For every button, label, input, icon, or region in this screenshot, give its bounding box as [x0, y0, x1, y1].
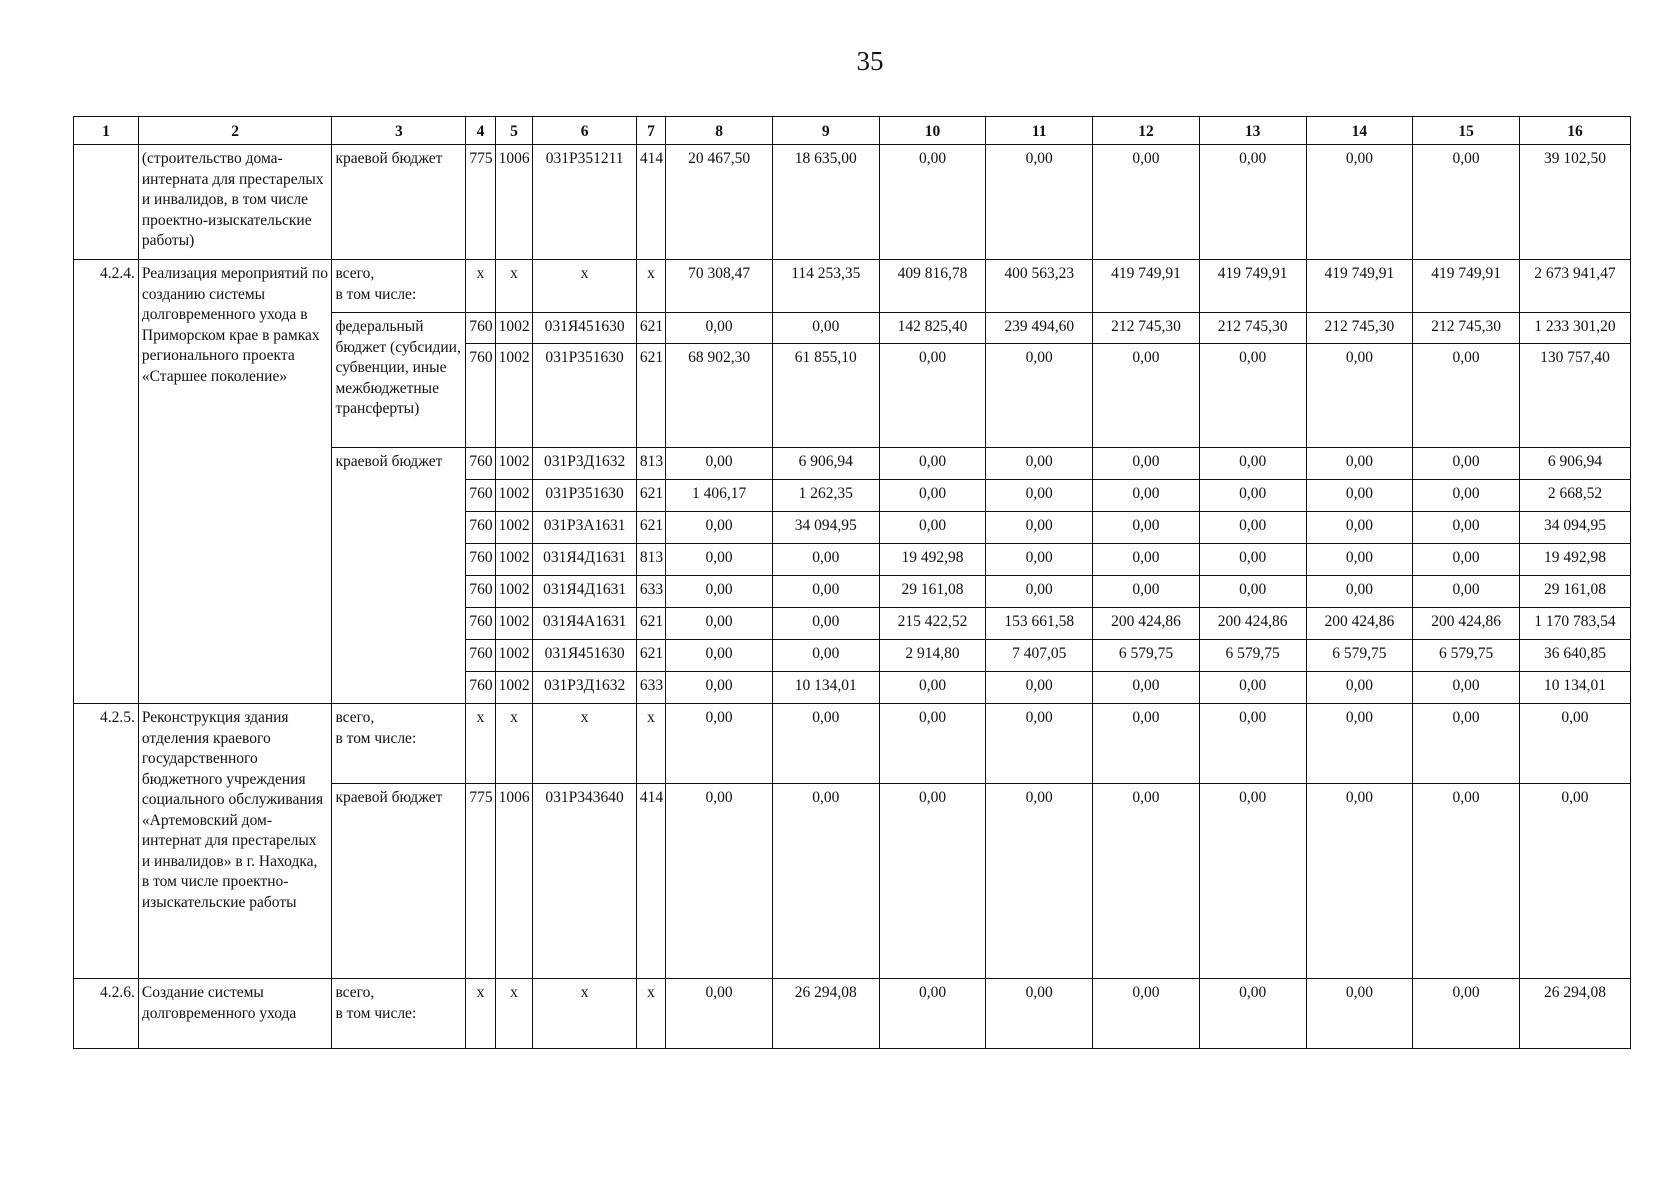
code-col5: 1002: [495, 672, 533, 704]
code-col4: 760: [466, 640, 495, 672]
value-cell: 6 579,75: [1199, 640, 1306, 672]
code-col6: 031Р351211: [533, 145, 637, 260]
value-cell: 419 749,91: [1199, 260, 1306, 313]
value-cell: 0,00: [986, 784, 1093, 979]
value-cell: 0,00: [1413, 672, 1520, 704]
code-col5: 1002: [495, 608, 533, 640]
code-col6: 031Я451630: [533, 640, 637, 672]
code-col6: 031Я4А1631: [533, 608, 637, 640]
value-cell: 0,00: [1306, 704, 1413, 784]
value-cell: 0,00: [1306, 145, 1413, 260]
value-cell: 0,00: [879, 784, 986, 979]
row-index: 4.2.6.: [74, 979, 139, 1049]
value-cell: 215 422,52: [879, 608, 986, 640]
row-index: 4.2.4.: [74, 260, 139, 704]
column-header: 5: [495, 117, 533, 145]
value-cell: 0,00: [666, 576, 773, 608]
row-index: [74, 145, 139, 260]
value-cell: 0,00: [1093, 544, 1200, 576]
value-cell: 26 294,08: [1519, 979, 1630, 1049]
value-cell: 142 825,40: [879, 313, 986, 344]
code-col7: 621: [636, 640, 665, 672]
value-cell: 0,00: [986, 979, 1093, 1049]
code-col6: 031Р3А1631: [533, 512, 637, 544]
value-cell: 0,00: [772, 640, 879, 672]
value-cell: 0,00: [986, 480, 1093, 512]
value-cell: 1 262,35: [772, 480, 879, 512]
column-header: 14: [1306, 117, 1413, 145]
value-cell: 0,00: [986, 145, 1093, 260]
value-cell: 0,00: [1519, 704, 1630, 784]
value-cell: 6 579,75: [1306, 640, 1413, 672]
value-cell: 0,00: [1199, 512, 1306, 544]
funding-source: федеральный бюджет (субсидии, субвенции, иные межбюджетные трансферты): [332, 313, 466, 448]
code-col7: x: [636, 704, 665, 784]
value-cell: 0,00: [1093, 704, 1200, 784]
measure-name: Создание системы долговременного ухода: [138, 979, 332, 1049]
code-col4: x: [466, 704, 495, 784]
value-cell: 20 467,50: [666, 145, 773, 260]
code-col4: x: [466, 260, 495, 313]
value-cell: 2 914,80: [879, 640, 986, 672]
value-cell: 0,00: [1306, 576, 1413, 608]
value-cell: 212 745,30: [1093, 313, 1200, 344]
value-cell: 0,00: [1093, 784, 1200, 979]
value-cell: 0,00: [1199, 344, 1306, 448]
value-cell: 19 492,98: [879, 544, 986, 576]
value-cell: 18 635,00: [772, 145, 879, 260]
value-cell: 0,00: [1093, 145, 1200, 260]
code-col5: 1006: [495, 145, 533, 260]
table-row: [74, 260, 1631, 313]
column-header: 1: [74, 117, 139, 145]
code-col5: 1002: [495, 512, 533, 544]
code-col4: 760: [466, 544, 495, 576]
code-col6: 031Я4Д1631: [533, 544, 637, 576]
value-cell: 0,00: [666, 704, 773, 784]
funding-source: всего, в том числе:: [332, 979, 466, 1049]
budget-table: [73, 116, 1631, 1049]
funding-source: всего, в том числе:: [332, 704, 466, 784]
code-col5: 1002: [495, 448, 533, 480]
measure-name: Реализация мероприятий по созданию системы долговременного ухода в Приморском крае в рамках регионального проекта «Старшее поколение»: [138, 260, 332, 704]
code-col5: 1002: [495, 313, 533, 344]
value-cell: 0,00: [666, 640, 773, 672]
code-col5: x: [495, 260, 533, 313]
value-cell: 0,00: [1306, 448, 1413, 480]
value-cell: 130 757,40: [1519, 344, 1630, 448]
code-col4: 760: [466, 608, 495, 640]
value-cell: 212 745,30: [1199, 313, 1306, 344]
value-cell: 0,00: [1413, 145, 1520, 260]
value-cell: 0,00: [1199, 979, 1306, 1049]
value-cell: 61 855,10: [772, 344, 879, 448]
code-col4: 775: [466, 145, 495, 260]
code-col7: 633: [636, 576, 665, 608]
code-col7: 621: [636, 608, 665, 640]
code-col6: 031Р351630: [533, 344, 637, 448]
value-cell: 0,00: [666, 608, 773, 640]
value-cell: 0,00: [1199, 145, 1306, 260]
value-cell: 19 492,98: [1519, 544, 1630, 576]
value-cell: 200 424,86: [1306, 608, 1413, 640]
funding-source: краевой бюджет: [332, 145, 466, 260]
value-cell: 0,00: [1093, 448, 1200, 480]
column-header: 4: [466, 117, 495, 145]
value-cell: 200 424,86: [1413, 608, 1520, 640]
value-cell: 0,00: [879, 448, 986, 480]
value-cell: 0,00: [1306, 979, 1413, 1049]
value-cell: 6 906,94: [772, 448, 879, 480]
value-cell: 1 170 783,54: [1519, 608, 1630, 640]
value-cell: 0,00: [1199, 480, 1306, 512]
value-cell: 0,00: [1199, 704, 1306, 784]
value-cell: 0,00: [772, 544, 879, 576]
value-cell: 34 094,95: [1519, 512, 1630, 544]
code-col5: x: [495, 979, 533, 1049]
funding-source: краевой бюджет: [332, 448, 466, 704]
value-cell: 212 745,30: [1306, 313, 1413, 344]
value-cell: 6 906,94: [1519, 448, 1630, 480]
code-col4: 760: [466, 313, 495, 344]
code-col6: 031Я451630: [533, 313, 637, 344]
code-col4: 760: [466, 672, 495, 704]
table-row: [74, 704, 1631, 784]
value-cell: 0,00: [666, 313, 773, 344]
code-col4: x: [466, 979, 495, 1049]
value-cell: 0,00: [772, 784, 879, 979]
column-header: 13: [1199, 117, 1306, 145]
value-cell: 0,00: [772, 313, 879, 344]
value-cell: 153 661,58: [986, 608, 1093, 640]
value-cell: 0,00: [1093, 480, 1200, 512]
value-cell: 0,00: [879, 672, 986, 704]
value-cell: 0,00: [1306, 344, 1413, 448]
value-cell: 0,00: [1093, 979, 1200, 1049]
value-cell: 200 424,86: [1199, 608, 1306, 640]
value-cell: 0,00: [879, 512, 986, 544]
code-col4: 760: [466, 576, 495, 608]
value-cell: 0,00: [986, 344, 1093, 448]
value-cell: 29 161,08: [879, 576, 986, 608]
code-col5: 1002: [495, 544, 533, 576]
value-cell: 0,00: [772, 576, 879, 608]
value-cell: 10 134,01: [772, 672, 879, 704]
code-col5: 1002: [495, 576, 533, 608]
code-col7: x: [636, 260, 665, 313]
value-cell: 0,00: [1306, 544, 1413, 576]
table-header-row: [74, 117, 1631, 145]
measure-name: Реконструкция здания отделения краевого государственного бюджетного учреждения социального обслуживания «Артемовский дом-интернат для престарелых и инвалидов» в г. Находка, в том числе проектно-изыскательские работы: [138, 704, 332, 979]
value-cell: 0,00: [1199, 576, 1306, 608]
code-col5: x: [495, 704, 533, 784]
value-cell: 29 161,08: [1519, 576, 1630, 608]
column-header: 15: [1413, 117, 1520, 145]
code-col7: x: [636, 979, 665, 1049]
value-cell: 0,00: [879, 145, 986, 260]
column-header: 6: [533, 117, 637, 145]
column-header: 16: [1519, 117, 1630, 145]
column-header: 11: [986, 117, 1093, 145]
value-cell: 0,00: [666, 448, 773, 480]
column-header: 7: [636, 117, 665, 145]
value-cell: 7 407,05: [986, 640, 1093, 672]
code-col7: 621: [636, 480, 665, 512]
column-header: 12: [1093, 117, 1200, 145]
value-cell: 0,00: [1413, 344, 1520, 448]
value-cell: 0,00: [1199, 448, 1306, 480]
value-cell: 0,00: [1413, 576, 1520, 608]
value-cell: 70 308,47: [666, 260, 773, 313]
code-col6: x: [533, 704, 637, 784]
value-cell: 0,00: [1413, 784, 1520, 979]
code-col6: x: [533, 260, 637, 313]
value-cell: 0,00: [986, 704, 1093, 784]
value-cell: 0,00: [1519, 784, 1630, 979]
value-cell: 1 406,17: [666, 480, 773, 512]
value-cell: 419 749,91: [1093, 260, 1200, 313]
value-cell: 0,00: [1413, 480, 1520, 512]
value-cell: 0,00: [1413, 544, 1520, 576]
value-cell: 1 233 301,20: [1519, 313, 1630, 344]
code-col4: 760: [466, 344, 495, 448]
code-col6: 031Р351630: [533, 480, 637, 512]
value-cell: 0,00: [879, 480, 986, 512]
measure-name: (строительство дома-интерната для престарелых и инвалидов, в том числе проектно-изыскательские работы): [138, 145, 332, 260]
value-cell: 0,00: [879, 979, 986, 1049]
value-cell: 239 494,60: [986, 313, 1093, 344]
value-cell: 0,00: [986, 576, 1093, 608]
value-cell: 6 579,75: [1413, 640, 1520, 672]
column-header: 3: [332, 117, 466, 145]
code-col7: 414: [636, 784, 665, 979]
value-cell: 0,00: [1306, 512, 1413, 544]
code-col6: 031Р3Д1632: [533, 672, 637, 704]
value-cell: 0,00: [1199, 784, 1306, 979]
value-cell: 0,00: [666, 544, 773, 576]
code-col4: 760: [466, 448, 495, 480]
value-cell: 34 094,95: [772, 512, 879, 544]
value-cell: 0,00: [666, 672, 773, 704]
value-cell: 0,00: [1093, 672, 1200, 704]
value-cell: 2 673 941,47: [1519, 260, 1630, 313]
value-cell: 0,00: [1199, 544, 1306, 576]
code-col6: 031Я4Д1631: [533, 576, 637, 608]
value-cell: 0,00: [772, 704, 879, 784]
value-cell: 68 902,30: [666, 344, 773, 448]
funding-source: всего, в том числе:: [332, 260, 466, 313]
code-col7: 414: [636, 145, 665, 260]
value-cell: 36 640,85: [1519, 640, 1630, 672]
code-col6: 031Р3Д1632: [533, 448, 637, 480]
table-row: [74, 979, 1631, 1049]
value-cell: 0,00: [1413, 512, 1520, 544]
value-cell: 0,00: [986, 672, 1093, 704]
code-col4: 760: [466, 480, 495, 512]
code-col7: 621: [636, 512, 665, 544]
code-col4: 775: [466, 784, 495, 979]
page-number: 35: [856, 46, 884, 76]
value-cell: 0,00: [1306, 672, 1413, 704]
code-col5: 1006: [495, 784, 533, 979]
value-cell: 0,00: [1199, 672, 1306, 704]
code-col6: x: [533, 979, 637, 1049]
value-cell: 0,00: [1413, 448, 1520, 480]
value-cell: 6 579,75: [1093, 640, 1200, 672]
value-cell: 0,00: [986, 544, 1093, 576]
column-header: 2: [138, 117, 332, 145]
value-cell: 0,00: [666, 512, 773, 544]
code-col7: 813: [636, 544, 665, 576]
code-col5: 1002: [495, 640, 533, 672]
code-col6: 031Р343640: [533, 784, 637, 979]
code-col4: 760: [466, 512, 495, 544]
value-cell: 0,00: [1413, 979, 1520, 1049]
value-cell: 0,00: [666, 979, 773, 1049]
table-row: [74, 145, 1631, 260]
value-cell: 419 749,91: [1306, 260, 1413, 313]
value-cell: 26 294,08: [772, 979, 879, 1049]
value-cell: 114 253,35: [772, 260, 879, 313]
value-cell: 0,00: [1413, 704, 1520, 784]
funding-source: краевой бюджет: [332, 784, 466, 979]
value-cell: 39 102,50: [1519, 145, 1630, 260]
code-col7: 621: [636, 313, 665, 344]
value-cell: 0,00: [666, 784, 773, 979]
code-col7: 621: [636, 344, 665, 448]
value-cell: 419 749,91: [1413, 260, 1520, 313]
code-col7: 633: [636, 672, 665, 704]
column-header: 8: [666, 117, 773, 145]
column-header: 9: [772, 117, 879, 145]
value-cell: 0,00: [1306, 784, 1413, 979]
value-cell: 0,00: [986, 448, 1093, 480]
code-col7: 813: [636, 448, 665, 480]
value-cell: 0,00: [772, 608, 879, 640]
row-index: 4.2.5.: [74, 704, 139, 979]
value-cell: 212 745,30: [1413, 313, 1520, 344]
value-cell: 2 668,52: [1519, 480, 1630, 512]
value-cell: 400 563,23: [986, 260, 1093, 313]
code-col5: 1002: [495, 344, 533, 448]
value-cell: 200 424,86: [1093, 608, 1200, 640]
value-cell: 0,00: [986, 512, 1093, 544]
value-cell: 0,00: [879, 344, 986, 448]
value-cell: 0,00: [879, 704, 986, 784]
code-col5: 1002: [495, 480, 533, 512]
value-cell: 0,00: [1093, 344, 1200, 448]
value-cell: 0,00: [1306, 480, 1413, 512]
value-cell: 0,00: [1093, 576, 1200, 608]
value-cell: 0,00: [1093, 512, 1200, 544]
column-header: 10: [879, 117, 986, 145]
value-cell: 409 816,78: [879, 260, 986, 313]
value-cell: 10 134,01: [1519, 672, 1630, 704]
